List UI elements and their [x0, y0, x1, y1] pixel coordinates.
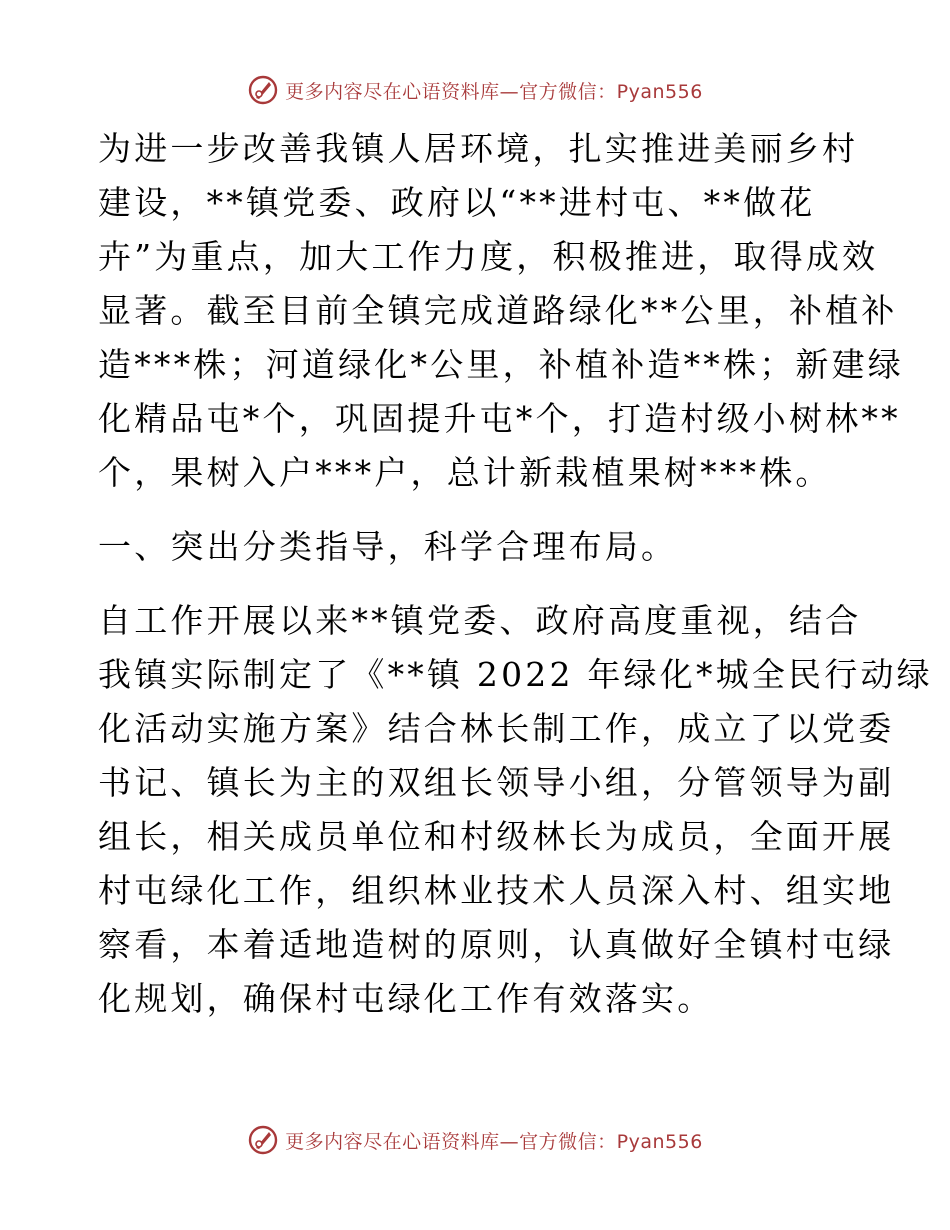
text-line: 化活动实施方案》结合林长制工作，成立了以党委	[98, 709, 895, 748]
section-heading: 一、突出分类指导，科学合理布局。	[98, 527, 678, 566]
text-line: 村屯绿化工作，组织林业技术人员深入村、组实地	[98, 871, 895, 910]
text-line: 组长，相关成员单位和村级林长为成员，全面开展	[98, 817, 895, 856]
text-line: 化规划，确保村屯绿化工作有效落实。	[98, 979, 714, 1018]
text-line: 卉”为重点，加大工作力度，积极推进，取得成效	[98, 237, 879, 276]
text-line: 显著。截至目前全镇完成道路绿化**公里，补植补	[98, 291, 898, 330]
text-line: 造***株；河道绿化*公里，补植补造**株；新建绿	[98, 345, 904, 384]
document-body	[98, 122, 933, 1026]
text-line: 书记、镇长为主的双组长领导小组，分管领导为副	[98, 763, 895, 802]
quill-logo-icon	[247, 1124, 279, 1156]
text-line: 我镇实际制定了《**镇 2022 年绿化*城全民行动绿	[98, 655, 933, 694]
header-banner-text: 更多内容尽在心语资料库—官方微信：Pyan556	[285, 80, 703, 103]
text-line: 个，果树入户***户，总计新栽植果树***株。	[98, 453, 832, 492]
footer-banner-text: 更多内容尽在心语资料库—官方微信：Pyan556	[285, 1130, 703, 1153]
text-line: 自工作开展以来**镇党委、政府高度重视，结合	[98, 601, 862, 640]
text-line: 化精品屯*个，巩固提升屯*个，打造村级小树林**	[98, 399, 901, 438]
text-line: 建设，**镇党委、政府以“**进村屯、**做花	[98, 183, 816, 222]
text-line: 察看，本着适地造树的原则，认真做好全镇村屯绿	[98, 925, 895, 964]
quill-logo-icon	[247, 74, 279, 106]
paragraph-section-1	[98, 594, 933, 1026]
paragraph-intro	[98, 122, 904, 500]
text-line: 为进一步改善我镇人居环境，扎实推进美丽乡村	[98, 129, 859, 168]
footer-banner	[0, 1120, 950, 1160]
header-banner	[0, 70, 950, 110]
